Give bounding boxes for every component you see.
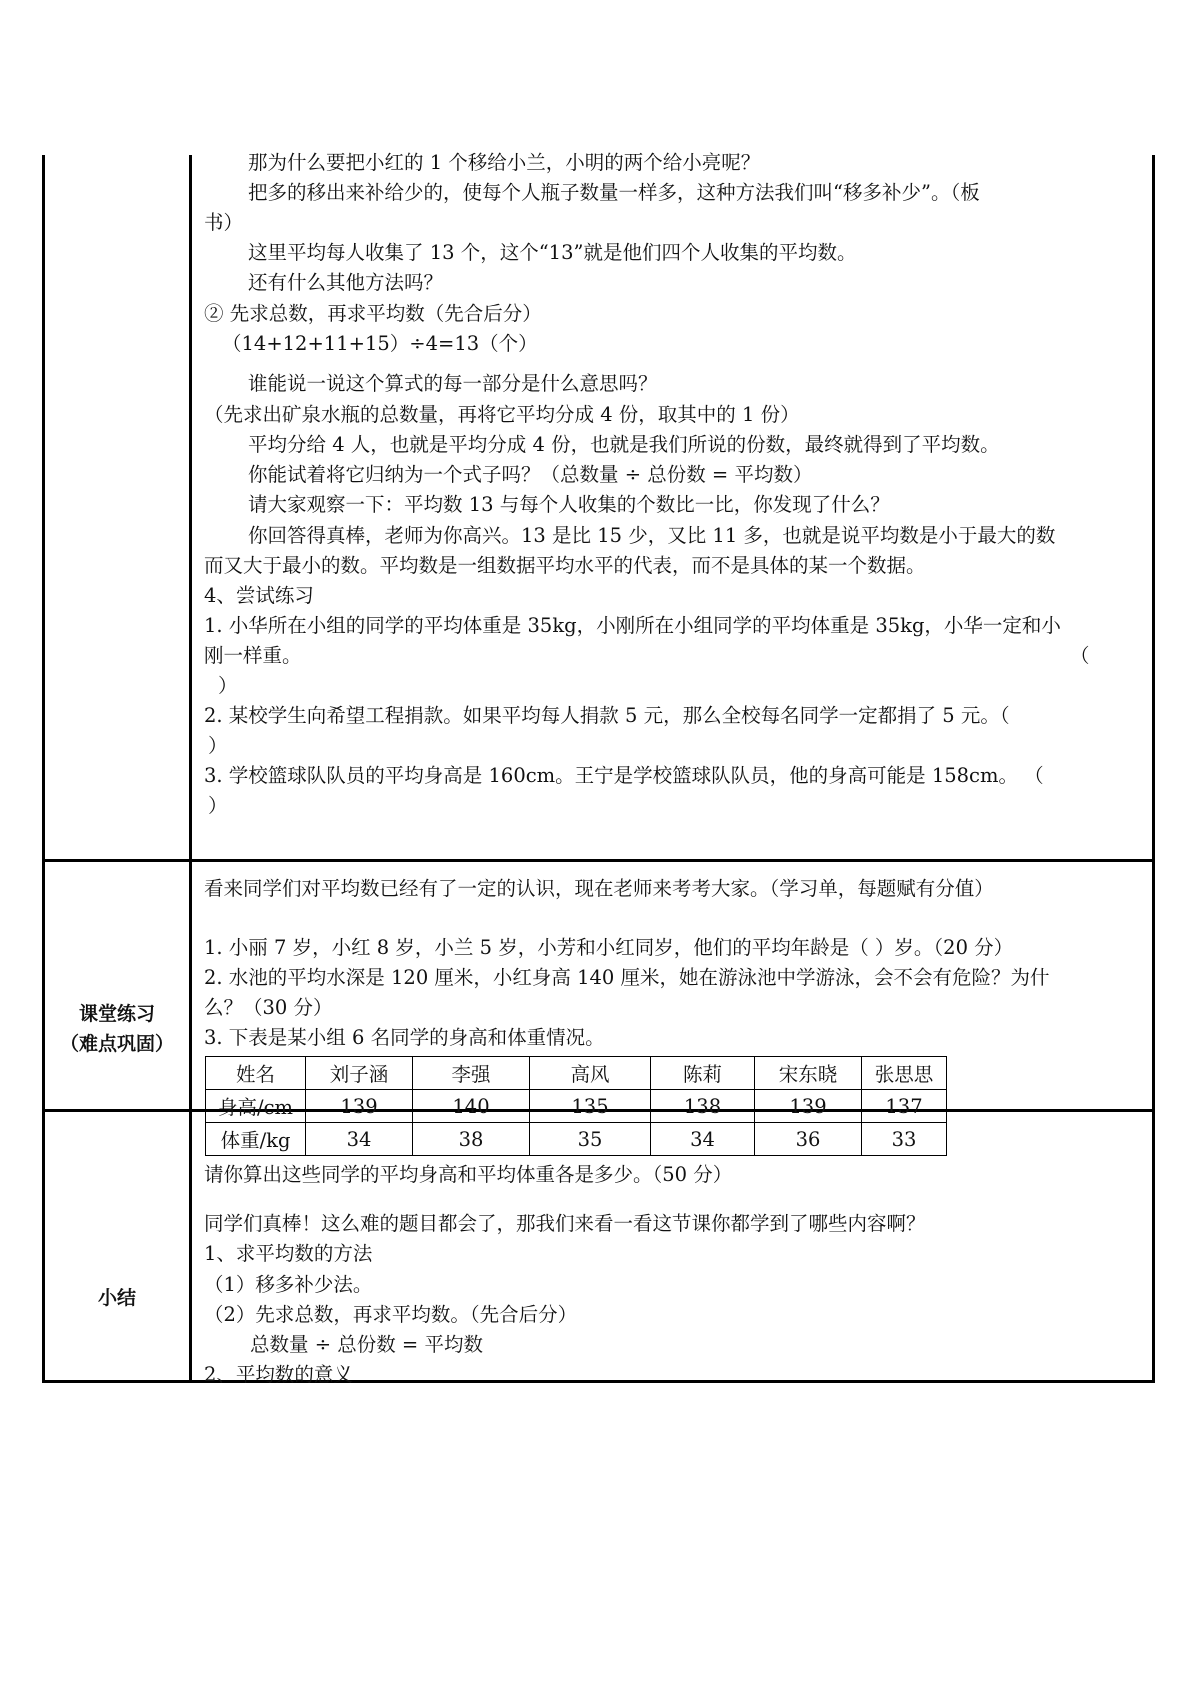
text-line: 谁能说一说这个算式的每一部分是什么意思吗？ [248,372,658,395]
summary-line: 2、平均数的意义 [204,1363,353,1386]
answer-bracket-close: ） [208,734,228,757]
method-heading: ② 先求总数，再求平均数（先合后分） [204,302,542,325]
answer-bracket-close: ） [208,794,228,817]
exercise-line: 1. 小华所在小组的同学的平均体重是 35kg，小刚所在小组同学的平均体重是 35kg，小华一定和小 [204,614,1061,637]
text-line: 平均分给 4 人，也就是平均分成 4 份，也就是我们所说的份数，最终就得到了平均数。 [248,433,1000,456]
text-line: 你回答得真棒，老师为你高兴。13 是比 15 少，又比 11 多，也就是说平均数是小于最大的数 [248,524,1056,547]
practice-question-2-cont: 么？（30 分） [204,996,333,1019]
practice-title: 课堂练习 [78,1003,155,1025]
table-row [206,1123,947,1156]
column-divider [189,155,192,1383]
table-cell: 135 [530,1090,651,1123]
table-header-cell: 张思思 [862,1057,947,1090]
table-header-cell: 陈莉 [651,1057,755,1090]
summary-title: 小结 [97,1287,136,1309]
text-line: 那为什么要把小红的 1 个移给小兰，小明的两个给小亮呢？ [248,151,761,174]
text-line: （先求出矿泉水瓶的总数量，再将它平均分成 4 份，取其中的 1 份） [204,403,800,426]
table-header-cell: 李强 [413,1057,530,1090]
summary-line: 1、求平均数的方法 [204,1242,373,1265]
text-line: 还有什么其他方法吗？ [248,271,444,294]
summary-formula: 总数量 ÷ 总份数 = 平均数 [250,1333,483,1356]
table-cell: 36 [755,1123,862,1156]
summary-line: 同学们真棒！这么难的题目都会了，那我们来看一看这节课你都学到了哪些内容啊？ [204,1212,926,1235]
table-cell: 35 [530,1123,651,1156]
subsection-heading: 4、尝试练习 [204,584,314,607]
table-header-cell: 高风 [530,1057,651,1090]
exercise-line: 3. 学校篮球队队员的平均身高是 160cm。王宁是学校篮球队队员，他的身高可能是 158cm。 （ [204,764,1044,787]
table-cell: 身高/cm [206,1090,306,1123]
text-line: 书） [204,211,244,234]
table-cell: 138 [651,1090,755,1123]
text-line: 请大家观察一下：平均数 13 与每个人收集的个数比一比，你发现了什么？ [248,493,890,516]
table-header-cell: 姓名 [206,1057,306,1090]
table-row [206,1090,947,1123]
summary-line: （2）先求总数，再求平均数。（先合后分） [204,1303,578,1326]
table-cell: 38 [413,1123,530,1156]
text-line: 你能试着将它归纳为一个式子吗？（总数量 ÷ 总份数 = 平均数） [248,463,813,486]
text-line: 把多的移出来补给少的，使每个人瓶子数量一样多，这种方法我们叫“移多补少”。（板 [248,181,980,204]
table-header-cell: 宋东晓 [755,1057,862,1090]
text-line: 而又大于最小的数。平均数是一组数据平均水平的代表，而不是具体的某一个数据。 [204,554,926,577]
answer-bracket-close: ） [218,674,238,697]
table-cell: 34 [306,1123,413,1156]
practice-intro: 看来同学们对平均数已经有了一定的认识，现在老师来考考大家。（学习单，每题赋有分值） [204,877,994,900]
table-cell: 34 [651,1123,755,1156]
table-cell: 139 [306,1090,413,1123]
table-cell: 33 [862,1123,947,1156]
summary-line: （1）移多补少法。 [204,1273,373,1296]
row-divider-practice [42,859,1155,862]
practice-question-3-task: 请你算出这些同学的平均身高和平均体重各是多少。（50 分） [204,1163,733,1186]
exercise-line: 刚一样重。 [204,644,302,667]
exercise-line: 2. 某校学生向希望工程捐款。如果平均每人捐款 5 元，那么全校每名同学一定都捐了 5 元。（ [204,704,1010,727]
table-header-cell: 刘子涵 [306,1057,413,1090]
height-weight-table [205,1056,947,1156]
formula-line: （14+12+11+15）÷4=13（个） [222,332,538,355]
practice-question-1: 1. 小丽 7 岁，小红 8 岁，小兰 5 岁，小芳和小红同岁，他们的平均年龄是（ ）岁。（20 分） [204,936,1014,959]
answer-bracket-open: （ [1070,644,1090,667]
table-cell: 140 [413,1090,530,1123]
practice-question-3: 3. 下表是某小组 6 名同学的身高和体重情况。 [204,1026,605,1049]
table-cell: 139 [755,1090,862,1123]
table-cell: 137 [862,1090,947,1123]
practice-question-2: 2. 水池的平均水深是 120 厘米，小红身高 140 厘米，她在游泳池中学游泳，会不会有危险？为什 [204,966,1050,989]
text-line: 这里平均每人收集了 13 个，这个“13”就是他们四个人收集的平均数。 [248,241,857,264]
table-cell: 体重/kg [206,1123,306,1156]
table-header-row [206,1057,947,1090]
practice-subtitle: （难点巩固） [59,1033,174,1055]
